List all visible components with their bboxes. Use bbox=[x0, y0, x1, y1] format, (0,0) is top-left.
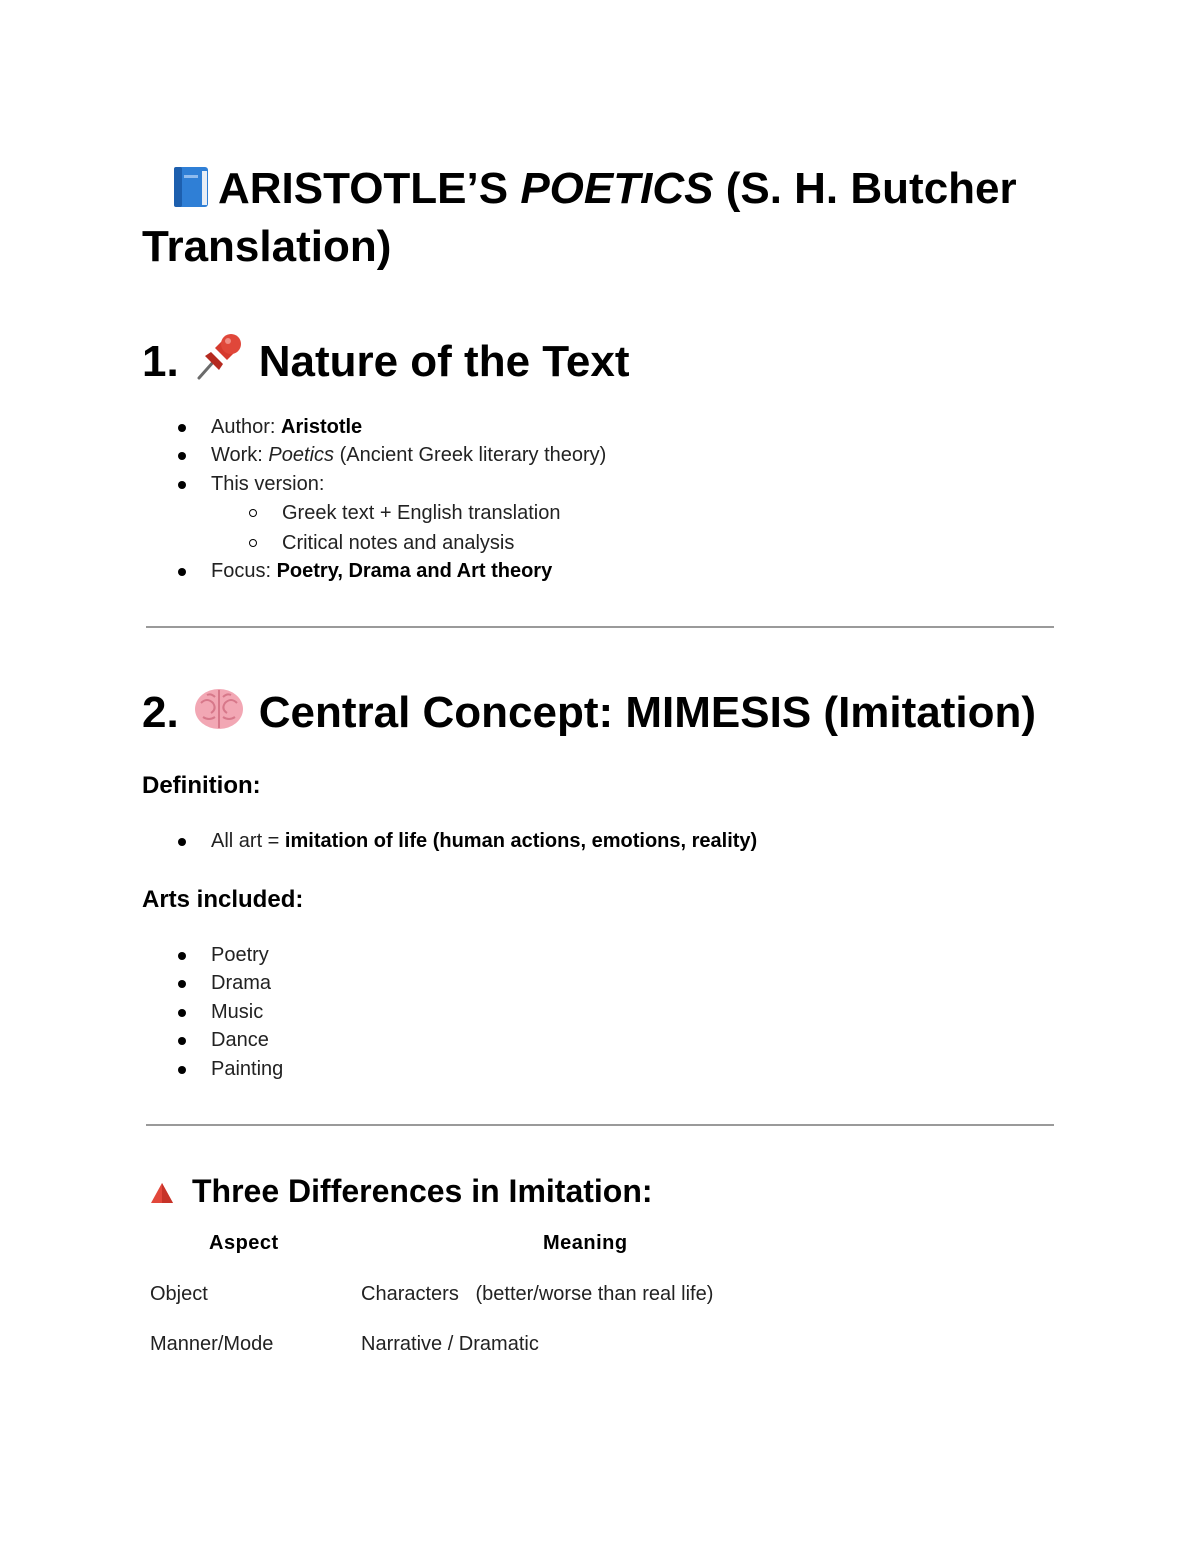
section-2-heading bbox=[142, 685, 1036, 746]
section-1-number: 1. bbox=[142, 337, 179, 386]
bullet-icon bbox=[178, 1066, 186, 1074]
section-2-number: 2. bbox=[142, 688, 179, 737]
list-item-author bbox=[0, 413, 606, 441]
sub-list-item bbox=[0, 499, 606, 527]
definition-prefix: All art = bbox=[211, 830, 285, 852]
art-name: Music bbox=[211, 1000, 264, 1023]
sub-item-text: Critical notes and analysis bbox=[282, 531, 515, 554]
section-1-title: Nature of the Text bbox=[258, 337, 630, 386]
table-cell-meaning: Narrative / Dramatic bbox=[361, 1333, 539, 1355]
section-1-list bbox=[0, 413, 606, 585]
work-description: (Ancient Greek literary theory) bbox=[334, 444, 607, 467]
table-cell-meaning: Characters (better/worse than real life) bbox=[361, 1283, 714, 1305]
section-2-title: Central Concept: MIMESIS (Imitation) bbox=[258, 688, 1037, 737]
version-label: This version: bbox=[211, 472, 325, 495]
blue-book-icon bbox=[172, 165, 210, 209]
work-label: Work: bbox=[211, 444, 269, 467]
pushpin-icon bbox=[193, 330, 245, 395]
horizontal-divider bbox=[146, 626, 1054, 628]
art-name: Dance bbox=[211, 1029, 269, 1052]
list-item-work bbox=[0, 441, 606, 469]
definition-list bbox=[0, 827, 757, 855]
list-item bbox=[0, 1026, 283, 1054]
focus-label: Focus: bbox=[211, 560, 277, 583]
list-item-definition bbox=[0, 827, 757, 855]
sub-item-text: Greek text + English translation bbox=[282, 502, 561, 525]
section-3-heading bbox=[150, 1171, 653, 1213]
title-italic: POETICS bbox=[520, 164, 714, 213]
art-name: Drama bbox=[211, 972, 272, 995]
table-cell-aspect: Object bbox=[150, 1283, 208, 1305]
bullet-icon bbox=[178, 1009, 186, 1017]
list-item bbox=[0, 969, 283, 997]
list-item bbox=[0, 998, 283, 1026]
sub-list-item bbox=[0, 529, 606, 557]
table-header-aspect: Aspect bbox=[209, 1232, 279, 1254]
definition-label: Definition: bbox=[142, 772, 261, 799]
list-item-focus bbox=[0, 557, 606, 585]
bullet-icon bbox=[178, 568, 186, 576]
document-title bbox=[142, 160, 1082, 276]
list-item bbox=[0, 1055, 283, 1083]
arts-list bbox=[0, 941, 283, 1083]
bullet-icon bbox=[178, 980, 186, 988]
work-title: Poetics bbox=[268, 444, 335, 467]
art-name: Painting bbox=[211, 1057, 284, 1080]
bullet-icon bbox=[178, 481, 186, 489]
arts-included-label: Arts included: bbox=[142, 886, 304, 913]
brain-icon bbox=[193, 685, 245, 746]
focus-value: Poetry, Drama and Art theory bbox=[276, 560, 553, 583]
list-item-version bbox=[0, 470, 606, 498]
bullet-icon bbox=[178, 1037, 186, 1045]
author-value: Aristotle bbox=[281, 416, 363, 438]
list-item bbox=[0, 941, 283, 969]
table-cell-aspect: Manner/Mode bbox=[150, 1333, 274, 1355]
horizontal-divider bbox=[146, 1124, 1054, 1126]
bullet-icon bbox=[178, 952, 186, 960]
hollow-bullet-icon bbox=[249, 509, 257, 517]
title-main: ARISTOTLE’S bbox=[218, 164, 521, 213]
bullet-icon bbox=[178, 424, 186, 432]
red-triangle-icon bbox=[150, 1173, 174, 1213]
section-1-heading bbox=[142, 330, 629, 395]
author-label: Author: bbox=[211, 416, 282, 438]
section-3-title: Three Differences in Imitation: bbox=[192, 1173, 653, 1209]
bullet-icon bbox=[178, 452, 186, 460]
definition-value: imitation of life (human actions, emotions, reality) bbox=[284, 830, 758, 852]
bullet-icon bbox=[178, 838, 186, 846]
table-header-meaning: Meaning bbox=[543, 1232, 628, 1254]
title-rest: (S. H. Butcher Translation) bbox=[142, 164, 1017, 271]
hollow-bullet-icon bbox=[249, 539, 257, 547]
art-name: Poetry bbox=[211, 944, 269, 966]
